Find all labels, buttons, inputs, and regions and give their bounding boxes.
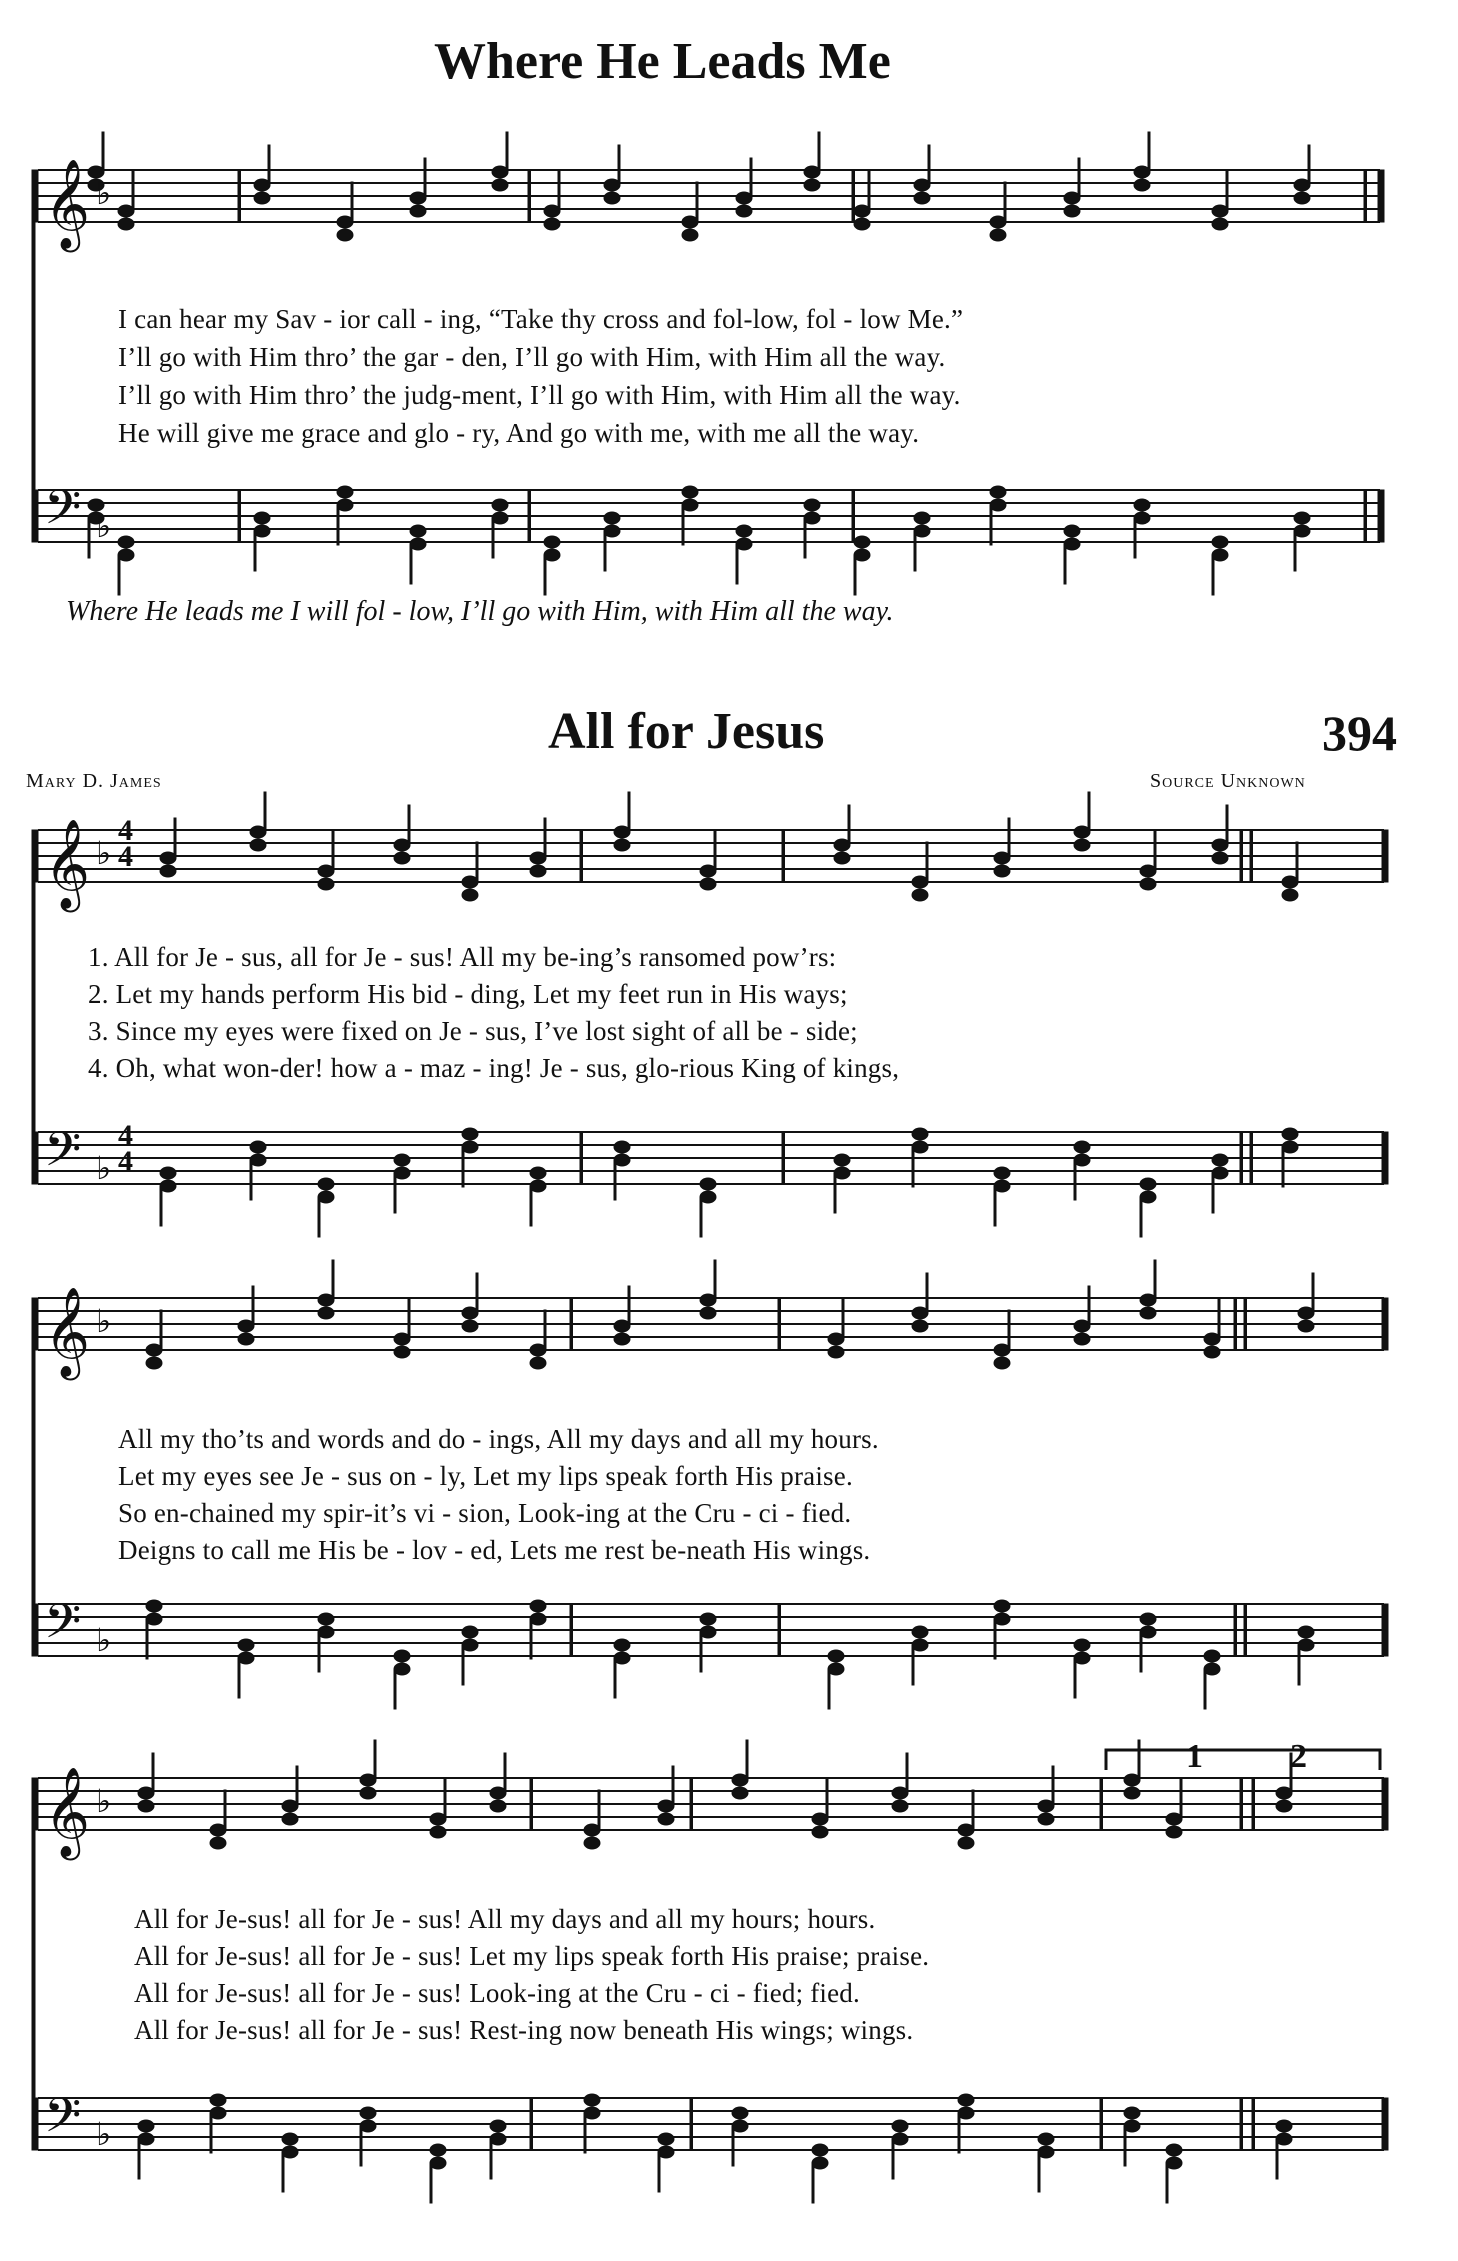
svg-text:𝄢: 𝄢 xyxy=(44,1593,82,1661)
svg-text:𝄞: 𝄞 xyxy=(44,1287,91,1377)
svg-text:♭: ♭ xyxy=(96,1782,112,1820)
second-ending-label: 2 xyxy=(1290,1738,1307,1775)
lyric-line: I can hear my Sav - ior call - ing, “Take thy cross and fol-low, fol - low Me.” xyxy=(118,304,964,334)
lyric-line: All for Je-sus! all for Je - sus! All my days and all my hours; hours. xyxy=(134,1904,876,1934)
hymn-title-all-for-jesus: All for Jesus xyxy=(548,703,825,760)
refrain-line: Where He leads me I will fol - low, I’ll go with Him, with Him all the way. xyxy=(66,596,894,627)
svg-text:𝄞: 𝄞 xyxy=(44,819,91,909)
lyric-line: 2. Let my hands perform His bid - ding, Let my feet run in His ways; xyxy=(88,979,848,1009)
svg-text:♭: ♭ xyxy=(96,2115,112,2153)
time-sig-treble-top: 4 xyxy=(118,814,133,847)
lyric-line: So en-chained my spir-it’s vi - sion, Look-ing at the Cru - ci - fied. xyxy=(118,1498,852,1528)
composer-credit: Source Unknown xyxy=(1150,770,1306,792)
lyric-line: Deigns to call me His be - lov - ed, Lets me rest be-neath His wings. xyxy=(118,1535,871,1565)
svg-text:𝄞: 𝄞 xyxy=(44,159,91,249)
lyric-line: All for Je-sus! all for Je - sus! Let my lips speak forth His praise; praise. xyxy=(134,1941,930,1971)
lyric-line: He will give me grace and glo - ry, And go with me, with me all the way. xyxy=(118,418,920,448)
svg-text:♭: ♭ xyxy=(96,1621,112,1659)
time-sig-bass-bottom: 4 xyxy=(118,1145,133,1178)
svg-text:𝄢: 𝄢 xyxy=(44,2087,82,2155)
lyric-line: All for Je-sus! all for Je - sus! Rest-ing now beneath His wings; wings. xyxy=(134,2015,914,2045)
svg-text:𝄢: 𝄢 xyxy=(44,1121,82,1189)
first-ending-label: 1 xyxy=(1186,1738,1203,1775)
lyric-line: All my tho’ts and words and do - ings, All my days and all my hours. xyxy=(118,1424,879,1454)
svg-text:𝄞: 𝄞 xyxy=(44,1767,91,1857)
lyric-line: 3. Since my eyes were fixed on Je - sus, I’ve lost sight of all be - side; xyxy=(88,1016,858,1046)
time-sig-bass-top: 4 xyxy=(118,1119,133,1152)
svg-text:♭: ♭ xyxy=(96,1302,112,1340)
hymn-number: 394 xyxy=(1322,705,1397,761)
hymn-title-where-he-leads-me: Where He Leads Me xyxy=(434,33,891,90)
lyric-line: I’ll go with Him thro’ the judg-ment, I’ll go with Him, with Him all the way. xyxy=(118,380,961,410)
lyric-line: I’ll go with Him thro’ the gar - den, I’ll go with Him, with Him all the way. xyxy=(118,342,946,372)
svg-text:♭: ♭ xyxy=(96,834,112,872)
lyric-line: 4. Oh, what won-der! how a - maz - ing! Je - sus, glo-rious King of kings, xyxy=(88,1053,900,1083)
svg-text:♭: ♭ xyxy=(96,174,112,212)
svg-text:𝄢: 𝄢 xyxy=(44,479,82,547)
time-sig-treble-bottom: 4 xyxy=(118,840,133,873)
lyric-line: All for Je-sus! all for Je - sus! Look-ing at the Cru - ci - fied; fied. xyxy=(134,1978,860,2008)
author-credit: Mary D. James xyxy=(26,770,162,792)
lyric-line: 1. All for Je - sus, all for Je - sus! All my be-ing’s ransomed pow’rs: xyxy=(88,942,837,972)
svg-text:♭: ♭ xyxy=(96,1149,112,1187)
svg-text:♭: ♭ xyxy=(96,507,112,545)
lyric-line: Let my eyes see Je - sus on - ly, Let my lips speak forth His praise. xyxy=(118,1461,853,1491)
